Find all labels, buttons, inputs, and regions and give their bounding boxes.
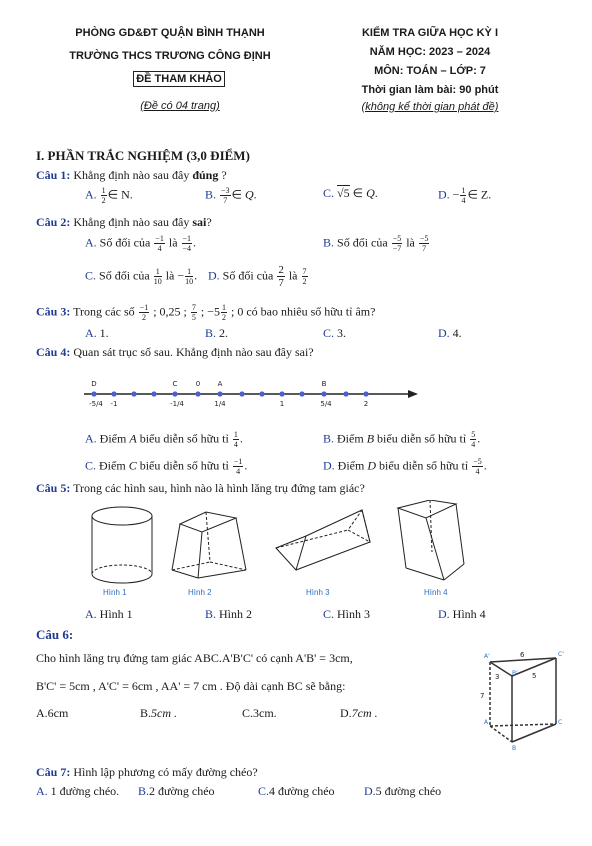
q3-a-label: A.	[85, 326, 97, 340]
q3-end: ; 0 có bao nhiêu số hữu tỉ âm?	[227, 304, 376, 319]
q1-option-d[interactable]: D. − $\frac{1}{4}$ ∈ Z.	[438, 186, 492, 205]
tick-dot	[151, 391, 156, 396]
q5-b-label: B.	[205, 607, 217, 621]
cylinder-figure	[92, 507, 152, 583]
q3-option-c[interactable]	[323, 326, 346, 341]
q6-line-1: Cho hình lăng trụ đứng tam giác ABC.A'B'C' có cạnh A'B' = 3cm,	[36, 651, 353, 665]
q7-label: Câu 7:	[36, 765, 71, 779]
figure-1-caption: Hình 1	[103, 588, 127, 597]
q3-b-val: 2.	[216, 326, 229, 340]
edge-a1b1	[490, 662, 512, 676]
q2-d-la: là	[285, 268, 301, 283]
tick-label: -5/4	[89, 400, 103, 408]
q7-text: Hình lập phương có mấy đường chéo?	[70, 765, 258, 779]
trapezoid-prism-figure	[172, 512, 246, 578]
q5-text: Trong các hình sau, hình nào là hình lăng trụ đứng tam giác?	[70, 481, 365, 495]
q6-option-c[interactable]	[242, 706, 277, 721]
q7-option-c[interactable]	[258, 784, 335, 799]
q5-option-b[interactable]	[205, 607, 252, 622]
point-b-label: B	[321, 380, 327, 388]
tick-dot	[279, 391, 284, 396]
tick-label: 5/4	[320, 400, 332, 408]
q7-d-val: 5 đường chéo	[375, 784, 442, 798]
q2-emph: sai	[192, 215, 207, 229]
q4-d-text: Điểm	[334, 458, 368, 473]
q1-label: Câu 1:	[36, 168, 71, 182]
q1-emph: đúng	[192, 168, 219, 182]
number-line-arrow	[408, 390, 418, 398]
q6-option-b[interactable]	[140, 706, 177, 721]
tick-label: 1/4	[214, 400, 226, 408]
tick-label: -1/4	[170, 400, 184, 408]
q1-b-label: B.	[205, 187, 217, 202]
tick-dot	[259, 391, 264, 396]
label-c: C	[558, 719, 563, 726]
q5-option-a[interactable]	[85, 607, 133, 622]
q2-text: Khẳng định nào sau đây	[70, 215, 193, 229]
q6-option-a[interactable]	[36, 706, 68, 721]
q3-c-label: C.	[323, 326, 335, 340]
prism-abc-figure	[474, 648, 570, 756]
q6-d-val: 7cm .	[351, 706, 378, 720]
q2-c-label: C.	[85, 268, 97, 283]
label-c1: C'	[558, 651, 564, 658]
school-office: PHÒNG GD&ĐT QUẬN BÌNH THẠNH	[75, 27, 265, 39]
q4-a-label: A.	[85, 431, 97, 446]
subject: MÔN: TOÁN – LỚP: 7	[374, 65, 486, 77]
q2-option-c[interactable]: C. Số đối của $\frac{1}{10}$ là − $\frac{1}{10}$ .	[85, 267, 198, 286]
figure-2-caption: Hình 2	[188, 588, 212, 597]
point-d-label: D	[91, 380, 97, 388]
q5-option-d[interactable]	[438, 607, 486, 622]
q2-option-b[interactable]: B. Số đối của $\frac{-5}{-7}$ là $\frac{-5}{7}$	[323, 234, 429, 253]
q3-a-val: 1.	[96, 326, 109, 340]
oblique-prism-figure	[398, 500, 464, 580]
q4-option-d[interactable]: D. Điểm D biểu diễn số hữu tỉ $\frac{-5}{4}$ .	[323, 457, 487, 476]
q2-b-label: B.	[323, 235, 335, 250]
q5-figures	[80, 500, 480, 600]
question-5	[36, 481, 365, 496]
q7-d-label: D.	[364, 784, 376, 798]
q6-b-val: 5cm .	[151, 706, 178, 720]
question-1	[36, 168, 227, 183]
tick-dot	[299, 391, 304, 396]
q6-line-2: B'C' = 5cm , A'C' = 6cm , AA' = 7 cm . Độ dài cạnh BC sẽ bằng:	[36, 679, 346, 693]
q3-b-label: B.	[205, 326, 217, 340]
q3-option-b[interactable]	[205, 326, 228, 341]
edge-label-6: 6	[520, 651, 525, 659]
school-name: TRƯỜNG THCS TRƯƠNG CÔNG ĐỊNH	[69, 50, 271, 62]
q2-tail: ?	[206, 215, 212, 229]
q6-a-label: A.6cm	[36, 706, 69, 720]
label-b: B	[512, 745, 517, 752]
q7-c-val: 4 đường chéo	[269, 784, 335, 798]
q4-a-tail: biểu diễn số hữu tỉ	[136, 431, 232, 446]
tick-dot	[363, 391, 368, 396]
q7-b-val: 2 đường chéo	[149, 784, 215, 798]
duration-note: (không kể thời gian phát đề)	[361, 101, 499, 113]
label-a1: A'	[484, 653, 490, 660]
q6-option-d[interactable]	[340, 706, 378, 721]
tick-label: 1	[279, 400, 285, 408]
q2-a-text: Số đối của	[96, 235, 154, 250]
label-b1: B'	[512, 670, 518, 677]
q7-a-val: 1 đường chéo.	[47, 784, 120, 798]
q3-d-label: D.	[438, 326, 450, 340]
tick-dot	[172, 391, 177, 396]
q1-option-c[interactable]: C. √5 ∈ Q.	[323, 186, 378, 200]
tick-dot	[131, 391, 136, 396]
figure-3-caption: Hình 3	[306, 588, 330, 597]
q4-b-point: B	[366, 431, 375, 446]
point-c-label: C	[172, 380, 178, 388]
figure-4-caption: Hình 4	[424, 588, 448, 597]
section-title: I. PHẦN TRẮC NGHIỆM (3,0 ĐIỂM)	[36, 148, 250, 163]
tick-dot	[343, 391, 348, 396]
q2-d-label: D.	[208, 268, 220, 283]
q3-label: Câu 3:	[36, 304, 71, 319]
q4-option-b[interactable]: B. Điểm B biểu diễn số hữu tỉ $\frac{5}{4}$ .	[323, 430, 481, 449]
edge-label-5: 5	[532, 672, 537, 680]
q2-a-label: A.	[85, 235, 97, 250]
q6-b-label: B.	[140, 706, 152, 720]
q4-b-text: Điểm	[334, 431, 367, 446]
q6-d-label: D.	[340, 706, 352, 720]
question-2	[36, 215, 212, 230]
q2-label: Câu 2:	[36, 215, 71, 229]
q2-option-d[interactable]: D. Số đối của $\frac{2}{7}$ là $\frac{7}{2}$	[208, 264, 307, 289]
q4-a-text: Điểm	[96, 431, 130, 446]
q3-mid: ; 0,25 ;	[150, 304, 190, 319]
q4-d-point: D	[367, 458, 377, 473]
q4-text: Quan sát trục số sau. Khẳng định nào sau đây sai?	[70, 345, 314, 359]
q7-b-label: B.	[138, 784, 150, 798]
q3-text: Trong các số	[70, 304, 138, 319]
tick-label: 2	[363, 400, 369, 408]
q1-d-label: D.	[438, 187, 450, 202]
school-year: NĂM HỌC: 2023 – 2024	[369, 46, 491, 58]
q5-label: Câu 5:	[36, 481, 71, 495]
q2-c-text: Số đối của	[96, 268, 153, 283]
edge-bc	[512, 724, 556, 742]
q5-c-label: C.	[323, 607, 335, 621]
tick-dot	[239, 391, 244, 396]
q1-tail: ?	[218, 168, 227, 182]
tick-label: -1	[110, 400, 118, 408]
question-4	[36, 345, 314, 360]
q2-b-la: là	[403, 235, 418, 250]
q4-option-c[interactable]: C. Điểm C biểu diễn số hữu tỉ $\frac{-1}{4}$ .	[85, 457, 248, 476]
q1-a-label: A.	[85, 187, 97, 202]
q4-c-text: Điểm	[96, 458, 129, 473]
q6-label: Câu 6:	[36, 627, 74, 642]
point-zero-label: 0	[195, 380, 201, 388]
q1-option-b[interactable]: B. $\frac{-3}{7}$ ∈ Q.	[205, 186, 257, 205]
edge-ab	[490, 726, 512, 742]
q4-c-label: C.	[85, 458, 97, 473]
q2-b-text: Số đối của	[334, 235, 391, 250]
q1-option-a[interactable]: A. $\frac{1}{2}$ ∈ N.	[85, 186, 133, 205]
q2-option-a[interactable]: A. Số đối của $\frac{-1}{4}$ là $\frac{-1}{-4}$ .	[85, 234, 197, 253]
q5-option-c[interactable]	[323, 607, 370, 622]
q4-a-point: A	[129, 431, 137, 446]
q3-option-d[interactable]	[438, 326, 462, 341]
tick-dot	[321, 391, 326, 396]
tick-dot	[91, 391, 96, 396]
q4-d-tail: biểu diễn số hữu tỉ	[376, 458, 472, 473]
edge-label-3: 3	[495, 673, 500, 681]
q1-c-label: C.	[323, 186, 335, 200]
tick-dot	[217, 391, 222, 396]
tick-dot	[195, 391, 200, 396]
triangular-prism-figure	[276, 510, 370, 570]
q5-c-val: Hình 3	[334, 607, 371, 621]
q4-b-label: B.	[323, 431, 335, 446]
q5-a-val: Hình 1	[96, 607, 133, 621]
q4-b-tail: biểu diễn số hữu tỉ	[374, 431, 470, 446]
page-count: (Đề có 04 trang)	[140, 100, 220, 112]
question-7	[36, 765, 258, 780]
q5-d-val: Hình 4	[449, 607, 486, 621]
q5-b-val: Hình 2	[216, 607, 253, 621]
edge-label-7: 7	[480, 692, 485, 700]
q5-d-label: D.	[438, 607, 450, 621]
q5-a-label: A.	[85, 607, 97, 621]
question-3: Câu 3: Trong các số $\frac{-1}{2}$ ; 0,25 ; $\frac{7}{5}$ ; −5 $\frac{1}{2}$ ; 0 có bao nhiêu số hữu tỉ âm?	[36, 303, 376, 322]
number-line	[80, 376, 420, 412]
exam-title: KIỂM TRA GIỮA HỌC KỲ I	[361, 27, 499, 39]
q2-d-text: Số đối của	[219, 268, 277, 283]
q7-option-a[interactable]	[36, 784, 119, 799]
q7-a-label: A.	[36, 784, 48, 798]
label-a: A	[484, 719, 489, 726]
q3-d-val: 4.	[449, 326, 462, 340]
q7-option-d[interactable]	[364, 784, 441, 799]
q4-c-point: C	[128, 458, 137, 473]
duration: Thời gian làm bài: 90 phút	[361, 84, 499, 96]
q2-c-la: là	[162, 268, 178, 283]
q2-a-la: là	[165, 235, 181, 250]
q4-c-tail: biểu diễn số hữu tỉ	[136, 458, 232, 473]
point-a-label: A	[217, 380, 223, 388]
q6-c-label: C.3cm.	[242, 706, 277, 720]
q4-d-label: D.	[323, 458, 335, 473]
q7-option-b[interactable]	[138, 784, 215, 799]
q7-c-label: C.	[258, 784, 270, 798]
edge-ac	[490, 724, 556, 726]
q1-text: Khẳng định nào sau đây	[70, 168, 193, 182]
q4-option-a[interactable]: A. Điểm A biểu diễn số hữu tỉ $\frac{1}{4}$ .	[85, 430, 243, 449]
q3-c-val: 3.	[334, 326, 347, 340]
exam-type-box: ĐỀ THAM KHẢO	[133, 71, 225, 87]
q4-label: Câu 4:	[36, 345, 71, 359]
tick-dot	[111, 391, 116, 396]
q3-option-a[interactable]	[85, 326, 109, 341]
